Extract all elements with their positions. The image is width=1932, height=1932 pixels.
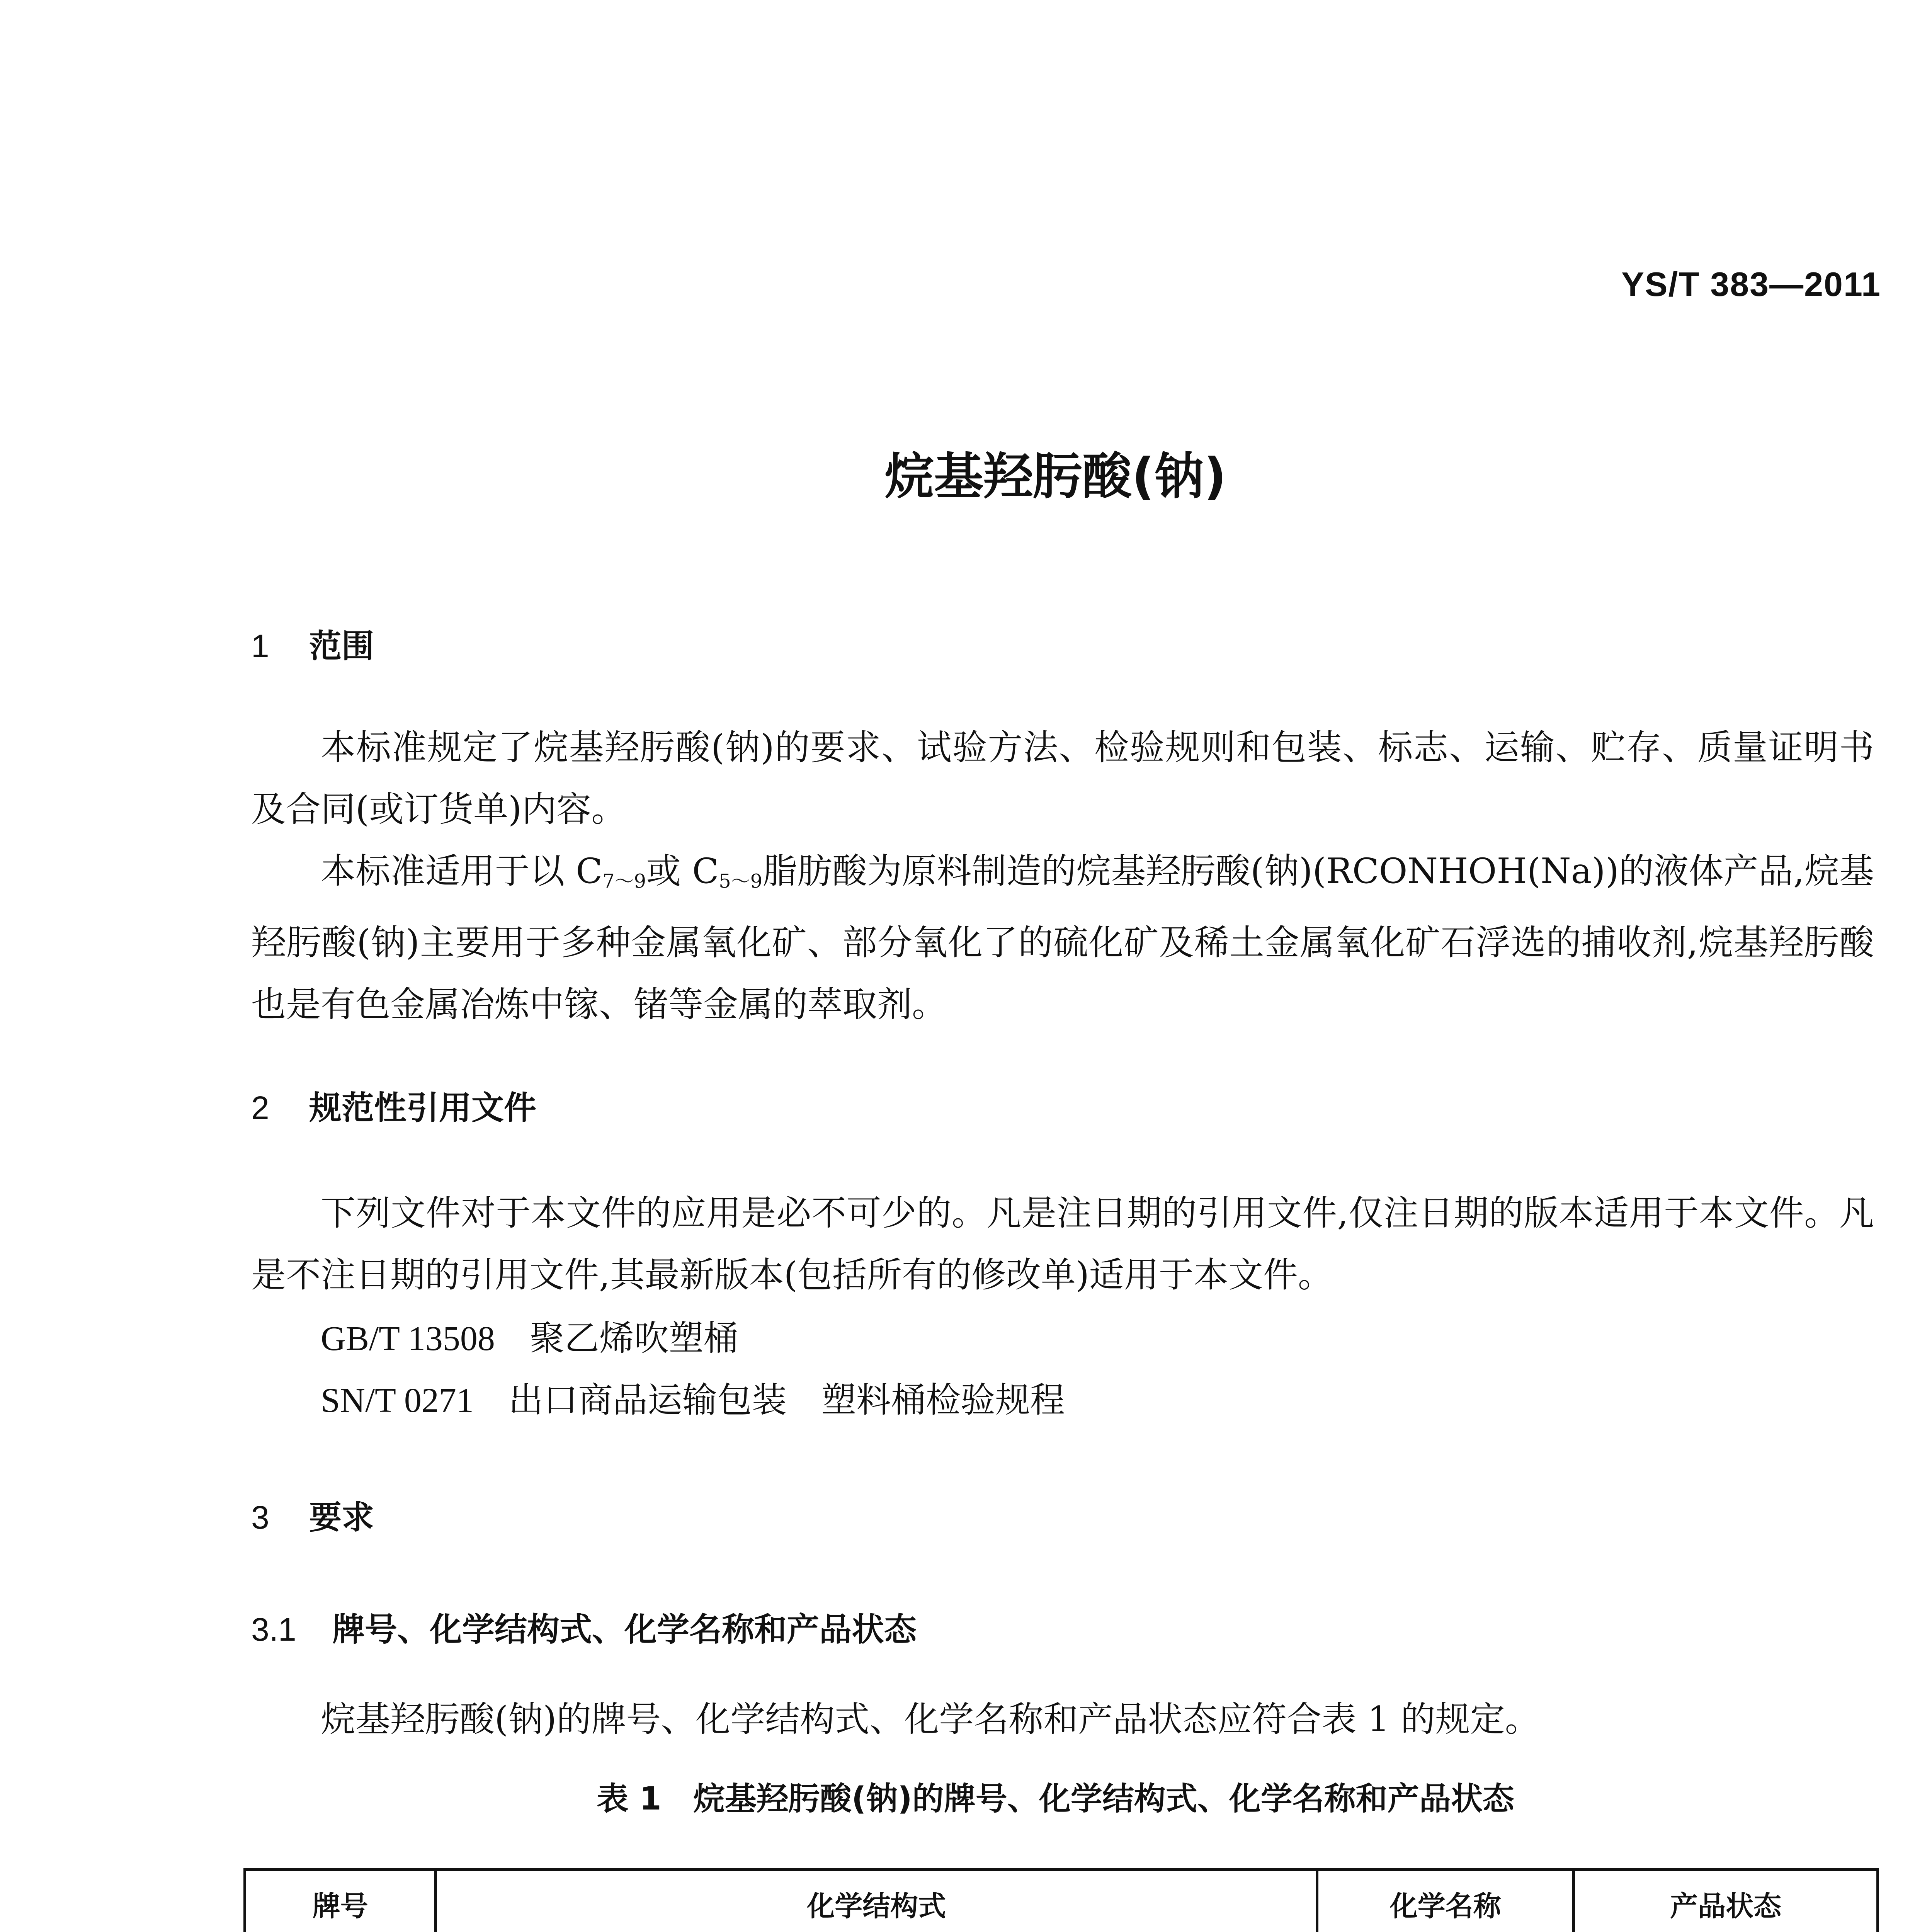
section-3-1-body [251,1689,1874,1750]
text-span: 脂肪酸为原料制造的烷基羟肟酸(钠)(RCONHOH(Na))的液体产品,烷基羟肟酸(钠)主要用于多种金属氧化矿、部分氧化了的硫化矿及稀土金属氧化矿石浮选的捕收剂,烷基羟肟酸也是有色金属冶炼中镓、锗等金属的萃取剂。 [251,851,1874,1025]
column-header-structure: 化学结构式 [436,1870,1317,1932]
section-3-1-heading [251,1604,917,1650]
subscript: 7～9 [602,870,646,893]
reference-item [321,1372,1065,1422]
section-title: 规范性引用文件 [309,1089,537,1127]
table-1 [243,1868,1879,1932]
paragraph: 本标准规定了烷基羟肟酸(钠)的要求、试验方法、检验规则和包装、标志、运输、贮存、质量证明书及合同(或订货单)内容。 [251,727,1874,830]
section-1-body [251,717,1874,1036]
text-span: 或 C [646,851,719,891]
paragraph: 下列文件对于本文件的应用是必不可少的。凡是注日期的引用文件,仅注日期的版本适用于本文件。凡是不注日期的引用文件,其最新版本(包括所有的修改单)适用于本文件。 [251,1193,1874,1295]
paragraph [251,840,1874,1036]
section-number: 3 [251,1499,269,1536]
section-2-body [251,1182,1874,1306]
section-number: 1 [251,628,269,664]
document-title: 烷基羟肟酸(钠) [884,448,1226,505]
section-number: 3.1 [251,1611,296,1648]
reference-code: SN/T 0271 [321,1381,474,1420]
table-1-title: 表 1 烷基羟肟酸(钠)的牌号、化学结构式、化学名称和产品状态 [597,1781,1514,1817]
section-title: 范围 [309,627,374,665]
standard-number: YS/T 383—2011 [1621,265,1881,303]
column-header-chem-name: 化学名称 [1317,1870,1574,1932]
reference-title: 出口商品运输包装 塑料桶检验规程 [508,1380,1065,1420]
subscript: 5～9 [719,870,763,893]
column-header-state: 产品状态 [1574,1870,1878,1932]
reference-item [321,1310,738,1360]
text-span: 本标准适用于以 C [321,851,603,891]
reference-code: GB/T 13508 [321,1320,495,1358]
section-number: 2 [251,1090,269,1126]
column-header-grade: 牌号 [245,1870,436,1932]
section-title: 牌号、化学结构式、化学名称和产品状态 [332,1611,917,1648]
paragraph: 烷基羟肟酸(钠)的牌号、化学结构式、化学名称和产品状态应符合表 1 的规定。 [321,1699,1540,1740]
section-2-heading [251,1082,536,1129]
section-3-heading [251,1492,374,1538]
reference-title: 聚乙烯吹塑桶 [529,1318,738,1359]
section-1-heading [251,620,374,667]
table-header-row [245,1870,1878,1932]
section-title: 要求 [309,1498,374,1536]
